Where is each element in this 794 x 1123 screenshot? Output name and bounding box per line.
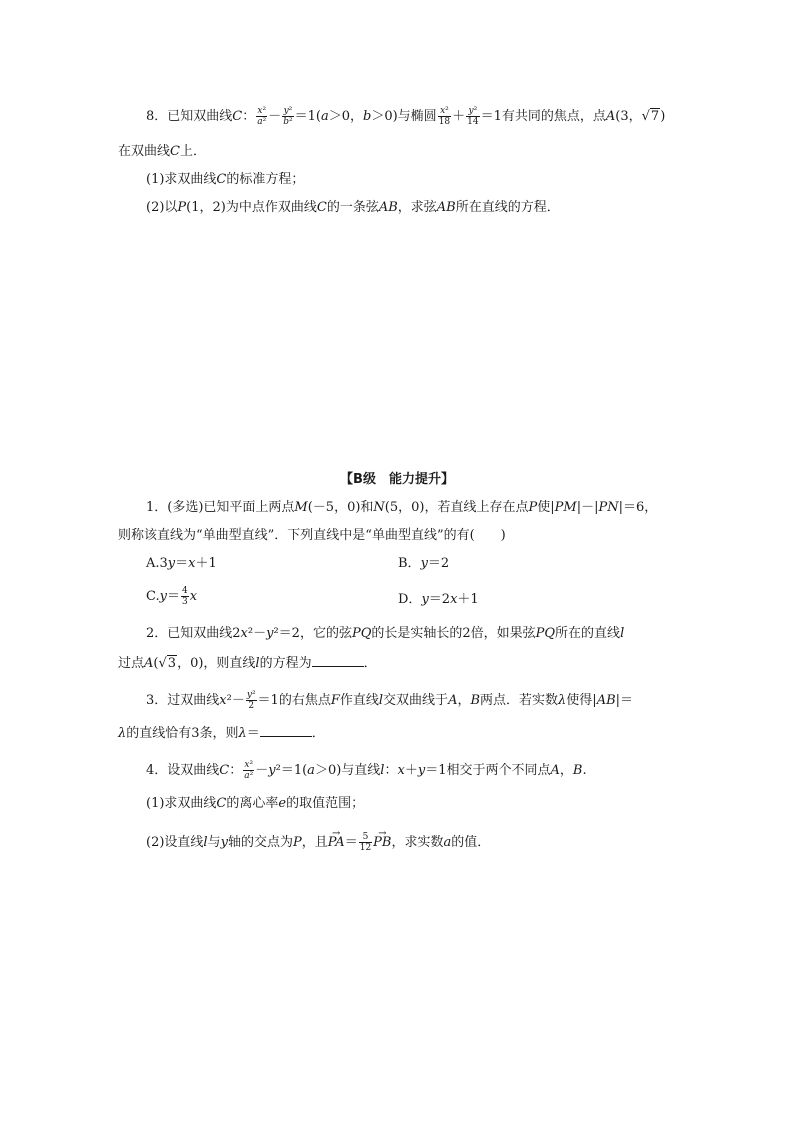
b3-answer-blank[interactable]: [260, 724, 312, 737]
q8-part1: (1)求双曲线C的标准方程；: [146, 172, 305, 187]
b2-line2: 过点A(√3，0)，则直线l的方程为 ．: [118, 656, 377, 671]
q8-stem-line2: 在双曲线C上．: [118, 144, 206, 159]
b3-line2: λ的直线恰有3条，则λ＝ ．: [118, 726, 325, 741]
b1-stem-line2: 则称该直线为“单曲型直线”．下列直线中是“单曲型直线”的有( ): [118, 528, 506, 543]
b4-part1: (1)求双曲线C的离心率e的取值范围；: [146, 796, 365, 811]
b4-part2: (2)设直线l与y轴的交点为P，且→ PA＝ $\frac{5}{12}$ → PB，求实数a的值．: [146, 832, 490, 848]
b1-option-c: C.y＝ $\frac{4}{3}$ x: [146, 586, 198, 607]
q8-part2: (2)以P(1，2)为中点作双曲线C的一条弦AB，求弦AB所在直线的方程．: [146, 200, 560, 215]
b3-line1: 3．过双曲线x²－ $\frac{\text{y²}}{2}$ ＝1的右焦点F作直线l交双曲线于A，B两点．若实数λ使得|AB|＝: [146, 690, 634, 711]
b1-option-a: A.3y＝x＋1: [146, 556, 217, 571]
b2-line1: 2．已知双曲线2x²－y²＝2，它的弦PQ的长是实轴长的2倍，如果弦PQ所在的直线l: [146, 626, 625, 641]
b2-answer-blank[interactable]: [312, 654, 364, 667]
q8-stem-line1: 8．已知双曲线C： $\frac{\text{x²}}{\text{a²}}$ － $\frac{\text{y²}}{\text{b²}}$ ＝1(a＞0，b＞0)与椭圆 $\frac{\text{x²}}{18}$ ＋ $\frac{\text{y²}}{14}$ ＝1有共同的焦点，点A(3，√7): [146, 106, 666, 127]
b4-stem: 4．设双曲线C： $\frac{\text{x²}}{\text{a²}}$ －y²＝1(a＞0)与直线l：x＋y＝1相交于两个不同点A，B.: [146, 760, 587, 781]
b1-stem-line1: 1．(多选)已知平面上两点M(－5，0)和N(5，0)，若直线上存在点P使|PM|－|PN|＝6，: [146, 500, 658, 515]
section-title: 【B级 能力提升】: [340, 472, 454, 487]
b1-option-d: D．y＝2x＋1: [398, 592, 479, 607]
b1-option-b: B．y＝2: [398, 556, 450, 571]
